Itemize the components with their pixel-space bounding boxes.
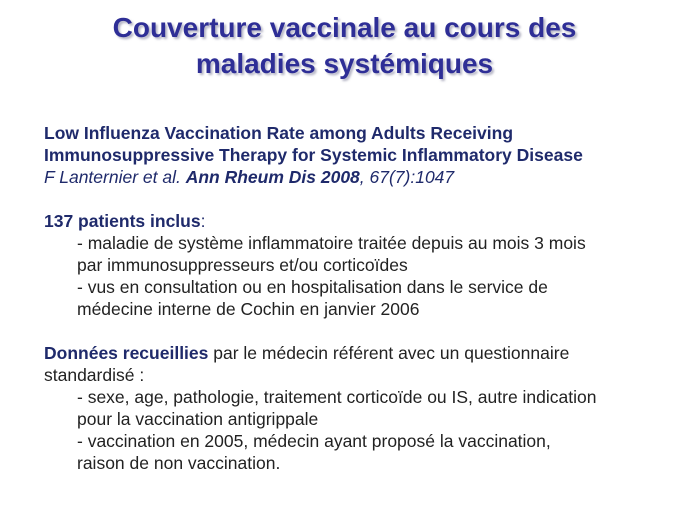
patients-heading: 137 patients inclus bbox=[44, 211, 201, 231]
slide-title bbox=[0, 10, 689, 82]
data-collection-bullet-2-line-1: - vaccination en 2005, médecin ayant proposé la vaccination, bbox=[77, 431, 551, 451]
patients-heading-line bbox=[44, 210, 674, 232]
data-collection-bullet-1-line-2: pour la vaccination antigrippale bbox=[77, 409, 319, 429]
patients-bullet-2-line-1: - vus en consultation ou en hospitalisation dans le service de bbox=[77, 277, 548, 297]
title-line-1: Couverture vaccinale au cours des bbox=[112, 12, 577, 43]
slide-content bbox=[44, 122, 674, 474]
data-collection-heading: Données recueillies bbox=[44, 343, 209, 363]
patients-block bbox=[44, 210, 674, 320]
data-collection-heading-line bbox=[44, 342, 674, 364]
spacer bbox=[44, 188, 674, 210]
reference-citation bbox=[44, 166, 674, 188]
data-collection-bullet-1-line-1: - sexe, age, pathologie, traitement corticoïde ou IS, autre indication bbox=[77, 387, 597, 407]
data-collection-block bbox=[44, 342, 674, 474]
data-collection-bullet-2-line-2: raison de non vaccination. bbox=[77, 453, 281, 473]
patients-heading-suffix: : bbox=[200, 211, 206, 231]
reference-block bbox=[44, 122, 674, 188]
reference-volume: , 67(7):1047 bbox=[359, 167, 455, 187]
patients-bullet-1-line-2: par immunosuppresseurs et/ou corticoïdes bbox=[77, 255, 408, 275]
patients-bullet-2-line-2: médecine interne de Cochin en janvier 2006 bbox=[77, 299, 420, 319]
title-line-2: maladies systémiques bbox=[195, 48, 494, 79]
reference-authors: F Lanternier et al. bbox=[44, 167, 186, 187]
patients-bullet-1-line-1: - maladie de système inflammatoire traitée depuis au mois 3 mois bbox=[77, 233, 586, 253]
spacer bbox=[44, 320, 674, 342]
data-collection-heading-suffix: par le médecin référent avec un questionnaire bbox=[208, 343, 570, 363]
reference-journal: Ann Rheum Dis 2008 bbox=[185, 167, 360, 187]
data-collection-line-2: standardisé : bbox=[44, 365, 145, 385]
reference-title-line-2: Immunosuppressive Therapy for Systemic Inflammatory Disease bbox=[44, 145, 583, 165]
reference-title-line-1: Low Influenza Vaccination Rate among Adults Receiving bbox=[44, 123, 514, 143]
